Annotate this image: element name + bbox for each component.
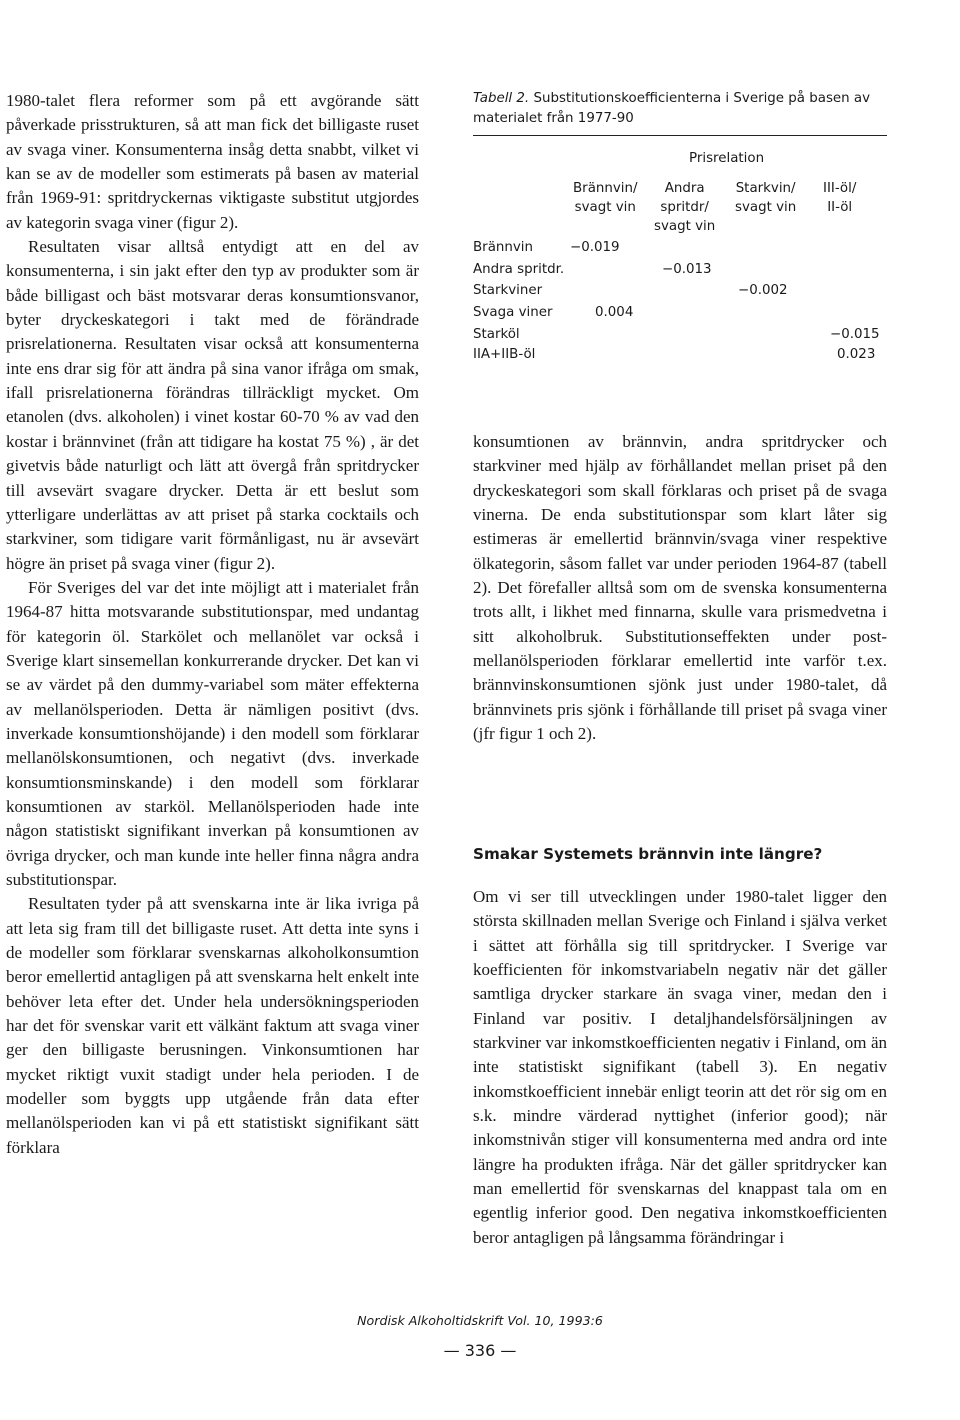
left-paragraph-4: Resultaten tyder på att svenskarna inte är lika ivriga på att leta sig fram till det billigaste ruset. Att detta inte syns i de modeller som förklarar svenskarnas alkoholkonsumtion beror emellertid antagligen på att svenskarna helt enkelt inte behöver leta efter det. Under hela undersökningsperioden har det för svenskar varit ett välkänt faktum att svaga viner ger den billigaste berusningen. Vinkonsumtionen har mycket riktigt vuxit stadigt under hela perioden. I de modeller som byggts upp utgående från data efter mellanölsperioden kan vi på ett statistiskt signifikant sätt förklara: [6, 894, 419, 1157]
right-column: [473, 89, 887, 1247]
column-1-line-1: Brännvin/: [573, 181, 638, 196]
left-paragraph-3: För Sveriges del var det inte möjligt att i materialet från 1964-87 hitta motsvarande substitutionspar, med undantag för kategorin öl. Starkölet och mellanölet var också i Sverige klart sinsemellan konkurrerande drycker. Det kan vi se av värdet på den dummy-variabel som mäter effekterna av mellanölsperioden. Detta är nämligen positivt (dvs. inverkade konsumtionshöjande) i den modell som förklarar mellanölskonsumtionen, och negativt (dvs. inverkade konsumtionsminskande) i den modell som förklarar konsumtionen av starköl. Mellanölsperioden hade inte någon statistiskt signifikant inverkan på konsumtionen av övriga drycker, och man kunde inte heller finna några andra substitutionspar.: [6, 577, 419, 889]
table-column-header-3: [735, 179, 796, 217]
right-text-block-1: [473, 430, 887, 746]
column-4-line-1: III-öl/: [823, 181, 857, 196]
table-row-label-6: IIA+IIB-öl: [473, 347, 536, 362]
substitution-table: [473, 89, 887, 362]
table-group-title: Prisrelation: [689, 151, 765, 166]
table-row-label-2: Andra spritdr.: [473, 262, 565, 277]
table-row-label-5: Starköl: [473, 327, 520, 342]
table-caption: [473, 89, 887, 129]
table-row-value-5: −0.015: [830, 327, 880, 342]
column-1-line-2: svagt vin: [574, 200, 636, 215]
table-row-value-1: −0.019: [570, 240, 620, 255]
table-column-header-1: [573, 179, 638, 217]
table-top-rule: [473, 135, 887, 136]
table-column-header-4: [823, 179, 856, 217]
footer-page-number: — 336 —: [443, 1341, 517, 1360]
column-3-line-1: Starkvin/: [735, 181, 796, 196]
right-paragraph-1: konsumtionen av brännvin, andra spritdrycker och starkviner med hjälp av förhållandet mellan priset på den dryckeskategori som skall förklaras och priset på de svaga vinerna. De enda substitutionspar som klart låter sig estimeras är emellertid brännvin/svaga viner respektive ölkategorin, såsom fallet var under perioden 1964-87 (tabell 2). Det förefaller alltså som om de svenska konsumenterna trots allt, i likhet med finnarna, skulle vara prismedvetna i sitt alkoholbruk. Substitutionseffekten under post-mellanölsperioden förklarar emellertid inte varför t.ex. brännvinskonsumtionen sjönk just under 1980-talet, då brännvinets pris sjönk i förhållande till priset på svaga viner (jfr figur 1 och 2).: [473, 432, 887, 744]
table-row-value-6: 0.023: [837, 347, 876, 362]
table-row-label-4: Svaga viner: [473, 305, 553, 320]
footer-journal-title: Nordisk Alkoholtidskrift Vol. 10, 1993:6: [357, 1313, 603, 1328]
column-2-line-1: Andra: [664, 181, 705, 196]
table-row-value-3: −0.002: [738, 283, 788, 298]
table-row-value-2: −0.013: [662, 262, 712, 277]
section-heading: Smakar Systemets brännvin inte längre?: [473, 845, 823, 863]
column-2-line-3: svagt vin: [654, 219, 716, 234]
left-paragraph-2: Resultaten visar alltså entydigt att en del av konsumenterna, i sin jakt efter den typ av produkter som är både billigast och bäst motsvarar deras konsumtionsvanor, byter dryckeskategori i takt med de förändrade prisrelationerna. Resultaten visar också att konsumenterna inte ens drar sig för att ändra på sina vanor ifråga om smak, ifall prisrelationerna förändras tillräckligt mycket. Om etanolen (dvs. alkoholen) i vinet kostar 60-70 % av vad den kostar i brännvinet (från att tidigare ha kostat 75 %) , är det givetvis både naturligt och lätt att övergå från spritdrycker till avsevärt svagare drycker. Detta är ett beslut som ytterligare underlättas av att priset på starka cocktails och starkviner, som tidigare varit förmånligast, nu är avsevärt högre än priset på svaga viner (figur 2).: [6, 237, 419, 573]
table-caption-label: Tabell 2.: [473, 91, 530, 106]
table-row-label-3: Starkviner: [473, 283, 543, 298]
column-2-line-2: spritdr/: [660, 200, 709, 215]
table-row-label-1: Brännvin: [473, 240, 534, 255]
right-text-block-2: [473, 885, 887, 1250]
column-3-line-2: svagt vin: [735, 200, 797, 215]
left-column: [6, 89, 419, 1160]
left-paragraph-1: 1980-talet flera reformer som på ett avgörande sätt påverkade prisstrukturen, så att man fick det billigaste ruset av svaga viner. Konsumenterna insåg detta snabbt, vilket vi kan se av de modeller som estimerats på basen av material från 1969-91: spritdryckernas viktigaste substitut utgjordes av kategorin svaga viner (figur 2).: [6, 91, 419, 232]
table-row-value-4: 0.004: [595, 305, 634, 320]
right-paragraph-2: Om vi ser till utvecklingen under 1980-talet ligger den största skillnaden mellan Sverige och Finland i själva verket i sättet att förhålla sig till spritdrycker. I Sverige var koefficienten för inkomstvariabeln negativ när det gäller samtliga drycker starkare än svaga viner, medan den i Finland var positiv. I detaljhandelsförsäljningen av starkviner var inkomstkoefficienten negativ i Finland, om än inte statistiskt signifikant (tabell 3). En negativ inkomstkoefficient innebär enligt teorin att det rör sig om en s.k. mindre värderad nyttighet (inferior good); när inkomstnivån stiger vill konsumenterna med andra ord inte längre ha produkten ifråga. När det gäller spritdrycker kan man emellertid för svenskarnas del knappast tala om en egentlig inferior good. Den negativa inkomstkoefficienten beror antagligen på långsamma förändringar i: [473, 887, 887, 1247]
table-caption-text: Substitutionskoefficienterna i Sverige på basen av materialet från 1977-90: [473, 91, 871, 126]
table-column-header-2: [654, 179, 715, 236]
column-4-line-2: II-öl: [827, 200, 853, 215]
